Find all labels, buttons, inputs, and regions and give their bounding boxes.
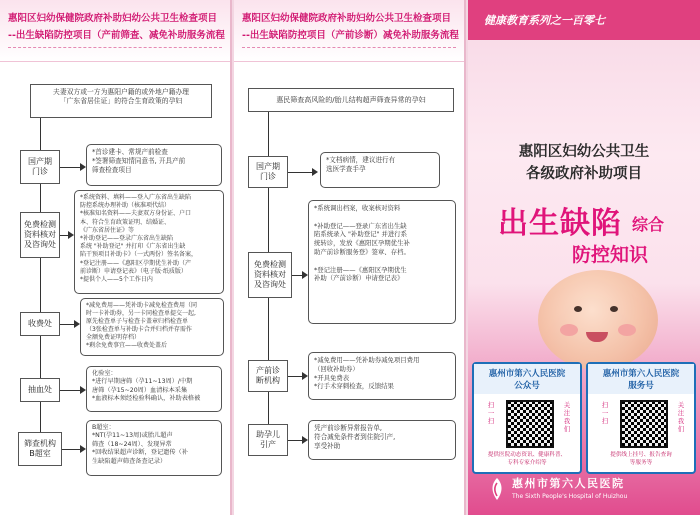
headline-line2: 防控知识 xyxy=(572,244,649,266)
panel1-header-title: 惠阳区妇幼保健院政府补助妇幼公共卫生检查项目 xyxy=(8,13,218,24)
qr-card-official-account[interactable] xyxy=(472,362,582,474)
qr-card-type: 公众号 xyxy=(514,381,540,391)
panel1-header-divider xyxy=(8,47,222,48)
panel2-header-title: 惠阳区妇幼保健院政府补助妇幼公共卫生检查项目 xyxy=(242,13,452,24)
step-label-prenatal-clinic: 国产期 门诊 xyxy=(248,156,288,188)
cover-title-line2: 各级政府补助项目 xyxy=(526,166,642,182)
step-detail-diagnosis-institution: *减免费用——凭补助券减免项目费用 （回收补助券） *开具免费表 *行手术穿刺检查，反馈结果 xyxy=(308,352,456,400)
step-label-ultrasound: 筛查机构 B超室 xyxy=(18,432,62,466)
qr-card-header xyxy=(474,364,580,394)
flowchart-panel-prenatal-screening xyxy=(0,0,232,515)
step-detail-induction: 凭产前诊断异常报告单, 符合减免条件者到住院引产, 享受补助 xyxy=(308,420,456,460)
baby-eye xyxy=(574,306,582,312)
series-title: 健康教育系列之一百零七 xyxy=(484,14,605,27)
step-label-diagnosis-institution: 产前诊 断机构 xyxy=(248,360,288,392)
qr-card-header xyxy=(588,364,694,394)
baby-cheek xyxy=(618,324,636,336)
qr-card-hospital-name: 惠州市第六人民医院 xyxy=(488,369,566,379)
step-label-prenatal-clinic: 国产期 门诊 xyxy=(20,150,60,184)
qr-card-scan-hint: 扫 一 扫 xyxy=(601,402,609,425)
step-label-review-desk: 免费检测 资料核对 及咨询处 xyxy=(248,252,292,298)
eligibility-box: 夫妻双方或一方为惠阳户籍的或外地户籍办理 「广东省居住证」的符合生育政策的孕妇 xyxy=(30,84,212,118)
step-label-cashier: 收费处 xyxy=(20,312,60,336)
qr-card-follow-hint: 关 注 我 们 xyxy=(677,402,685,433)
connector xyxy=(60,390,82,391)
panel1-header xyxy=(0,0,230,62)
hospital-name-en: The Sixth People's Hospital of Huizhou xyxy=(512,493,628,500)
qr-card-hospital-name: 惠州市第六人民医院 xyxy=(602,369,680,379)
qr-card-description: 提供医院动态资讯、健康科普、 专科专家介绍等 xyxy=(487,452,567,466)
connector xyxy=(62,449,82,450)
step-detail-prenatal-clinic: *文档病情，建议进行有 选医学查手孕 xyxy=(320,152,440,188)
hospital-logo-icon xyxy=(488,476,506,502)
qr-card-description: 提供线上挂号、报告查询 等服务等 xyxy=(610,452,672,466)
qr-card-scan-hint: 扫 一 扫 xyxy=(487,402,495,425)
step-detail-prenatal-clinic: *首诊建卡、常规产前检查 *签署筛查知情同意书, 开具产前 筛查检查项目 xyxy=(86,144,222,186)
baby-mouth xyxy=(586,332,608,342)
baby-photo xyxy=(538,270,658,370)
panel2-header xyxy=(234,0,464,62)
connector xyxy=(288,172,314,173)
step-detail-ultrasound: B超室： *NT(孕11~13周)或胎儿超声 筛查（18~24周）、发现异常 *回收结果超声诊断，登记遗传（补 生缺陷超声筛查备查记录） xyxy=(86,420,222,476)
step-label-blood-draw: 抽血处 xyxy=(20,378,60,402)
cover-panel xyxy=(468,0,700,515)
step-label-review-desk: 免费检测 资料核对 及咨询处 xyxy=(20,212,60,258)
panel1-header-subtitle: --出生缺陷防控项目（产前筛查、减免补助服务流程 xyxy=(8,30,225,41)
step-detail-review-desk: *系统调出档案，收案核对资料 *补助登记——登录广东省出生缺 陷系统录入 "补助登记" 并进行系 统转诊，发放《惠阳区孕期优生补 助产前诊断服务登》签章、存档。 *登记注册——《惠阳区孕期优生 补助（产前诊断）申请登记表》 xyxy=(308,200,456,324)
step-detail-blood-draw: 化验室： *进行早期唐筛（孕11~13周）/中期 唐筛（孕15~20周）血清标本采集 *血液标本须经检验科确认，补助表格被 xyxy=(86,366,222,412)
connector xyxy=(60,167,82,168)
headline-suffix: 综合 xyxy=(632,215,665,234)
cover-title-line1: 惠阳区妇幼公共卫生 xyxy=(518,144,650,160)
qr-card-type: 服务号 xyxy=(628,381,654,391)
qr-card-service-account[interactable] xyxy=(586,362,696,474)
qr-code-icon[interactable] xyxy=(506,400,554,448)
panel2-header-divider xyxy=(242,47,456,48)
qr-code-icon[interactable] xyxy=(620,400,668,448)
flowchart-panel-prenatal-diagnosis xyxy=(234,0,466,515)
step-label-induction: 助孕儿 引产 xyxy=(248,424,288,456)
arrow-right-icon xyxy=(312,168,318,176)
baby-eye xyxy=(610,306,618,312)
panel2-header-subtitle: --出生缺陷防控项目（产前诊断）减免补助服务流程 xyxy=(242,30,459,41)
step-detail-review-desk: *系统资料、填料——登入广东省出生缺陷 防控系统办理补助（核准项代结） *核准知名资料——夫妻双方身份证、户口 本、符合生育政策证明、结婚证、 《广东省居住证》等 *补助登记——登录广东省出生缺陷 系统 "补助登记" 并打印《广东省出生缺 陷干预项目补助卡》（一式两份）签名备案， *登记注册——《惠阳区孕期优生补助（产 前诊断）申请登记表》（电子版·纸质版） *提供个人——5个工作日内 xyxy=(74,190,224,294)
qr-card-follow-hint: 关 注 我 们 xyxy=(563,402,571,433)
intro-box: 惠民筛查高风险的/胎儿结构超声筛查异常的孕妇 xyxy=(248,88,454,112)
hospital-name-cn: 惠州市第六人民医院 xyxy=(512,477,625,490)
headline-main: 出生缺陷 xyxy=(498,206,622,241)
baby-cheek xyxy=(560,324,578,336)
step-detail-cashier: *减免费用——凭补助卡减免检查费用（同 时一卡补助券，另一卡同检查单提交一起, 原先检查单子与检查卡盖章归档检查单 （3张检查单与补助卡合并归档并存需作 全额免费证明存档） *剩余免费事宜——收费处盖后 xyxy=(80,298,224,356)
